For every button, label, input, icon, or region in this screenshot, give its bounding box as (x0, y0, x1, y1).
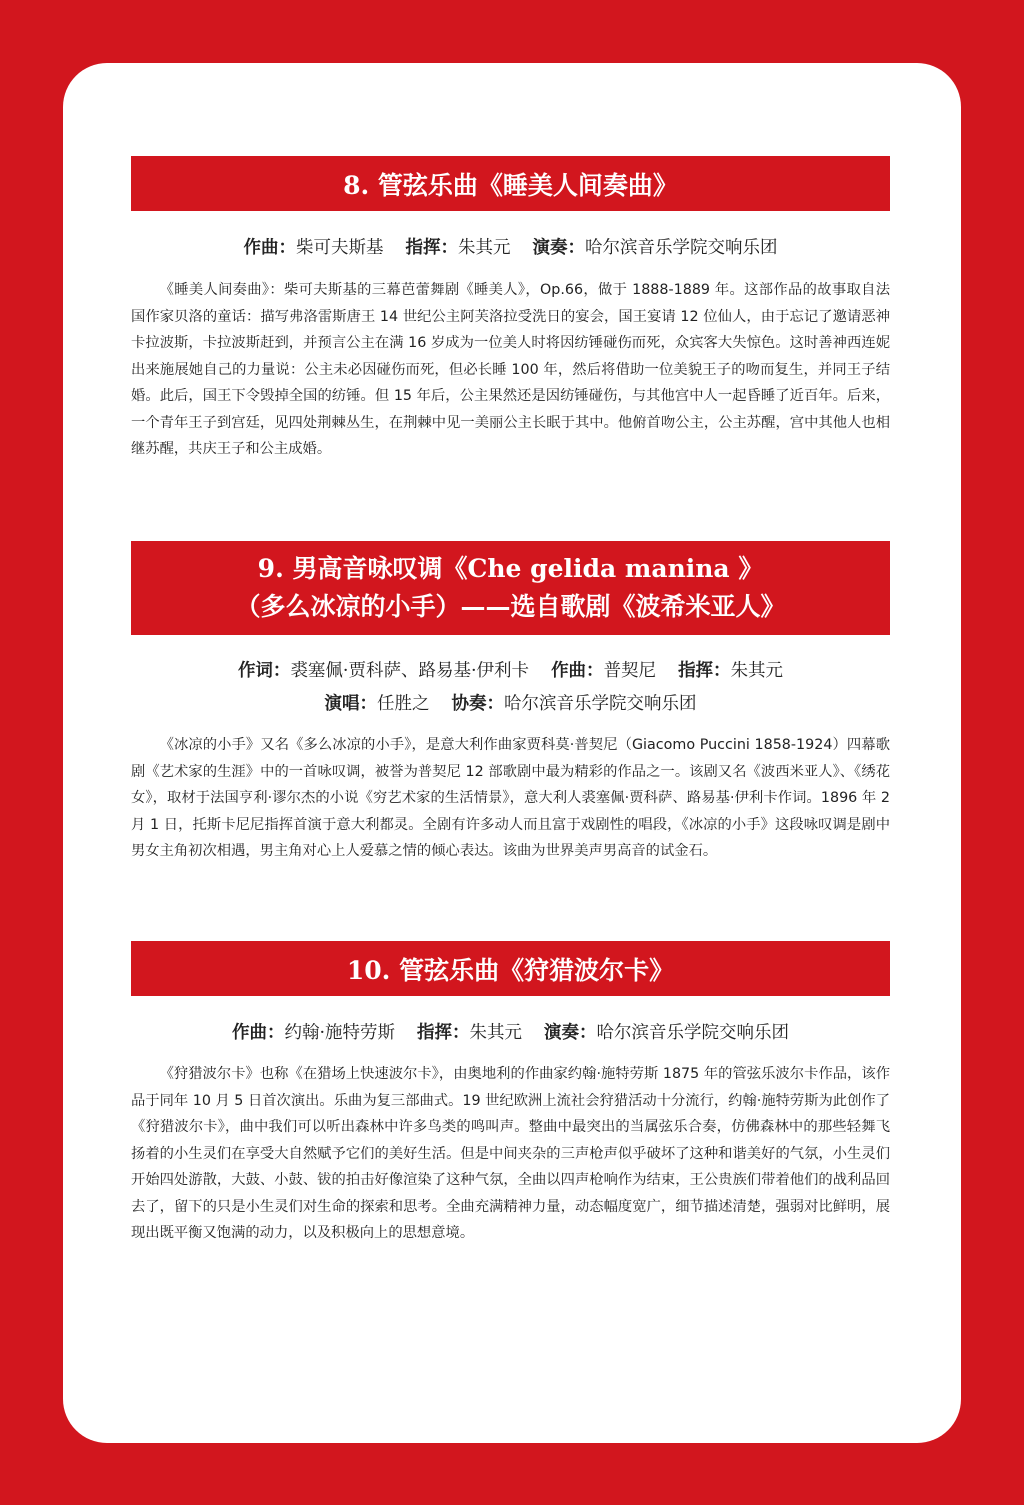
section-title: 10. 管弦乐曲《狩猎波尔卡》 (346, 955, 675, 985)
credit-label: 协奏： (451, 694, 504, 714)
credit-value: 朱其元 (458, 238, 511, 258)
section-9 (131, 541, 890, 635)
credits-section-10 (131, 1019, 890, 1044)
credit-value: 普契尼 (603, 661, 657, 681)
section-title-banner (131, 156, 890, 211)
description-section-10 (131, 1061, 890, 1247)
credit-value: 哈尔滨音乐学院交响乐团 (596, 1023, 790, 1043)
section-title-line-1: 9. 男高音咏叹调《Che gelida manina 》 (257, 554, 764, 583)
credit-label: 作词： (237, 661, 291, 681)
description-section-8 (131, 277, 890, 463)
credits-section-9 (131, 657, 890, 682)
credit-value: 裘塞佩·贾科萨、路易基·伊利卡 (290, 661, 530, 681)
section-title: 8. 管弦乐曲《睡美人间奏曲》 (343, 170, 678, 200)
credits-line (131, 1019, 890, 1044)
credit-label: 指挥： (417, 1023, 470, 1043)
credit-label: 演奏： (532, 238, 585, 258)
credits-line-1 (131, 657, 890, 682)
credit-label: 指挥： (405, 238, 458, 258)
section-title-banner (131, 941, 890, 996)
description-section-9 (131, 732, 890, 865)
section-title-banner (131, 541, 890, 635)
credit-value: 约翰·施特劳斯 (284, 1023, 396, 1043)
credit-value: 柴可夫斯基 (296, 238, 384, 258)
credit-label: 作曲： (231, 1023, 285, 1043)
section-description: 《睡美人间奏曲》：柴可夫斯基的三幕芭蕾舞剧《睡美人》，Op.66，做于 1888-1889 年。这部作品的故事取自法国作家贝洛的童话：描写弗洛雷斯唐王 14 世纪公主阿芙洛拉受洗日的宴会，国王宴请 12 位仙人，由于忘记了邀请恶神卡拉波斯，卡拉波斯赶到，并预言公主在满 16 岁成为一位美人时将因纺锤碰伤而死，众宾客大失惊色。这时善神西连妮出来施展她自己的力量说：公主未必因碰伤而死，但必长睡 100 年，然后将借助一位美貌王子的吻而复生，并同王子结婚。此后，国王下令毁掉全国的纺锤。但 15 年后，公主果然还是因纺锤碰伤，与其他宫中人一起昏睡了近百年。后来，一个青年王子到宫廷，见四处荆棘丛生，在荆棘中见一美丽公主长眠于其中。他俯首吻公主，公主苏醒，宫中其他人也相继苏醒，共庆王子和公主成婚。 (131, 282, 890, 457)
credit-label: 作曲： (551, 661, 604, 681)
credit-label: 演奏： (544, 1023, 597, 1043)
credits-line (131, 234, 890, 259)
credit-label: 指挥： (678, 661, 731, 681)
credit-value: 哈尔滨音乐学院交响乐团 (585, 238, 778, 258)
credit-label: 演唱： (324, 694, 377, 714)
section-8 (131, 156, 890, 211)
credit-value: 任胜之 (377, 694, 430, 714)
credits-section-8 (131, 234, 890, 259)
credit-value: 哈尔滨音乐学院交响乐团 (504, 694, 697, 714)
section-description: 《冰凉的小手》又名《多么冰凉的小手》，是意大利作曲家贾科莫·普契尼（Giacomo Puccini 1858-1924）四幕歌剧《艺术家的生涯》中的一首咏叹调，被誉为普契尼 12 部歌剧中最为精彩的作品之一。该剧又名《波西米亚人》、《绣花女》，取材于法国亨利·谬尔杰的小说《穷艺术家的生活情景》，意大利人裘塞佩·贾科萨、路易基·伊利卡作词。1896 年 2 月 1 日，托斯卡尼尼指挥首演于意大利都灵。全剧有许多动人而且富于戏剧性的唱段，《冰凉的小手》这段咏叹调是剧中男女主角初次相遇，男主角对心上人爱慕之情的倾心表达。该曲为世界美声男高音的试金石。 (131, 737, 890, 859)
credits-line-2 (131, 690, 890, 715)
section-description: 《狩猎波尔卡》也称《在猎场上快速波尔卡》，由奥地利的作曲家约翰·施特劳斯 1875 年的管弦乐波尔卡作品，该作品于同年 10 月 5 日首次演出。乐曲为复三部曲式。19 世纪欧洲上流社会狩猎活动十分流行，约翰·施特劳斯为此创作了《狩猎波尔卡》，曲中我们可以听出森林中许多鸟类的鸣叫声。整曲中最突出的当属弦乐合奏，仿佛森林中的那些轻舞飞扬着的小生灵们在享受大自然赋予它们的美好生活。但是中间夹杂的三声枪声似乎破坏了这种和谐美好的气氛，小生灵们开始四处游散，大鼓、小鼓、钹的拍击好像渲染了这种气氛，全曲以四声枪响作为结束，王公贵族们带着他们的战利品回去了，留下的只是小生灵们对生命的探索和思考。全曲充满精神力量，动态幅度宽广，细节描述清楚，强弱对比鲜明，展现出既平衡又饱满的动力，以及积极向上的思想意境。 (131, 1066, 890, 1241)
section-10 (131, 941, 890, 996)
credit-label: 作曲： (243, 238, 296, 258)
section-title-line-2: （多么冰凉的小手）——选自歌剧《波希米亚人》 (235, 592, 786, 621)
credit-value: 朱其元 (730, 661, 784, 681)
credits-section-9-b (131, 690, 890, 715)
credit-value: 朱其元 (469, 1023, 523, 1043)
